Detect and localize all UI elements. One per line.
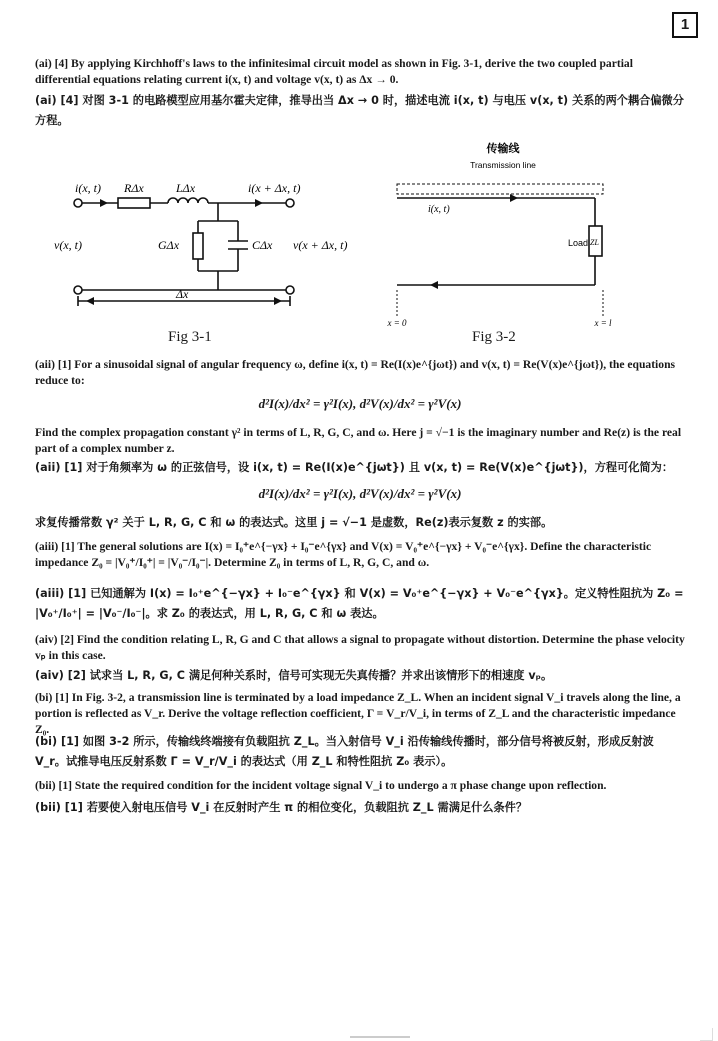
label-i-left: i(x, t) (75, 181, 101, 195)
transmission-line-figure (385, 140, 625, 330)
current-arrow-right (255, 199, 263, 207)
reflected-wave-arrow (430, 281, 438, 289)
label-v-left: v(x, t) (54, 238, 82, 252)
label-delta-x: Δx (176, 287, 189, 301)
label-x0: x = 0 (387, 318, 407, 328)
fig-3-1-caption: Fig 3-1 (168, 329, 212, 345)
question-ai-en: (ai) [4] By applying Kirchhoff's laws to the infinitesimal circuit model as shown in Fig. 3-1, derive the two coupled partial differential equations relating current i(x, t) and voltage v(x, t) as Δx → 0. (35, 57, 633, 86)
page-number: 1 (672, 12, 698, 38)
fig-3-2-title-zh: 传输线 (486, 142, 520, 155)
question-aii-zh: (aii) [1] 对于角频率为 ω 的正弦信号，设 i(x, t) = Re(I(x)e^{jωt}) 且 v(x, t) = Re(V(x)e^{jωt})，方程可化简为： (35, 461, 674, 474)
incident-wave-arrow (510, 194, 518, 202)
fig-3-2-caption: Fig 3-2 (472, 329, 516, 345)
current-arrow-left (100, 199, 108, 207)
question-aiv-zh: (aiv) [2] 试求当 L, R, G, C 满足何种关系时，信号可实现无失真传播？并求出该情形下的相速度 vₚ。 (35, 669, 553, 682)
question-bii-en: (bii) [1] State the required condition for the incident voltage signal V_i to undergo a π phase change upon reflection. (35, 779, 607, 792)
page-corner (700, 1028, 713, 1041)
question-aiii-en: (aiii) [1] The general solutions are I(x) = I₀⁺e^{−γx} + I₀⁻e^{γx} and V(x) = V₀⁺e^{−γx} + V₀⁻e^{γx}. Define the characteristic impedance Z₀ = |V₀⁺/I₀⁺| = |V₀⁻/I₀⁻|. Determine Z₀ in terms of L, R, G, C, and ω. (35, 540, 652, 569)
question-ai-zh: (ai) [4] 对图 3-1 的电路模型应用基尔霍夫定律，推导出当 Δx → 0 时，描述电流 i(x, t) 与电压 v(x, t) 关系的两个耦合偏微分方程。 (35, 94, 684, 127)
label-i-right: i(x + Δx, t) (248, 181, 301, 195)
label-conductance: GΔx (158, 238, 180, 252)
label-i-xt: i(x, t) (428, 204, 450, 215)
question-aiii-zh: (aiii) [1] 已知通解为 I(x) = I₀⁺e^{−γx} + I₀⁻e^{γx} 和 V(x) = V₀⁺e^{−γx} + V₀⁻e^{γx}。定义特性阻抗为 Z₀ = |V₀⁺/I₀⁺| = |V₀⁻/I₀⁻|。求 Z₀ 的表达式，用 L, R, G, C 和 ω 表达。 (35, 587, 684, 620)
question-aii-en-2: Find the complex propagation constant γ² in terms of L, R, G, C, and ω. Here j = √−1 is the imaginary number and Re(z) is the real part of a complex number z. (35, 426, 682, 455)
equation-aii: d²I(x)/dx² = γ²I(x), d²V(x)/dx² = γ²V(x) (258, 396, 462, 411)
question-aiv-en: (aiv) [2] Find the condition relating L, R, G and C that allows a signal to propagate without distortion. Determine the phase velocity vₚ in this case. (35, 633, 685, 662)
label-inductor: LΔx (176, 181, 196, 195)
label-xl: x = l (594, 318, 612, 328)
label-zl: ZL (590, 238, 599, 247)
question-bi-en: (bi) [1] In Fig. 3-2, a transmission line is terminated by a load impedance Z_L. When an incident signal V_i travels along the line, a portion is reflected as V_r. Derive the voltage reflection coefficient, Γ = V_r/V_i, in terms of Z_L and the characteristic impedance Z₀. (35, 691, 681, 736)
circuit-model-figure (50, 175, 380, 310)
label-v-right: v(x + Δx, t) (293, 238, 348, 252)
label-resistor: RΔx (124, 181, 144, 195)
question-aii-en: (aii) [1] For a sinusoidal signal of angular frequency ω, define i(x, t) = Re(I(x)e^{jωt}) and v(x, t) = Re(V(x)e^{jωt}), the equations reduce to: (35, 358, 676, 387)
label-capacitor: CΔx (252, 238, 273, 252)
scroll-indicator (350, 1036, 410, 1038)
label-load: Load (568, 238, 589, 248)
equation-aii-zh: d²I(x)/dx² = γ²I(x), d²V(x)/dx² = γ²V(x) (258, 486, 462, 501)
question-bii-zh: (bii) [1] 若要使入射电压信号 V_i 在反射时产生 π 的相位变化，负载阻抗 Z_L 需满足什么条件？ (35, 801, 528, 814)
question-aii-zh-2: 求复传播常数 γ² 关于 L, R, G, C 和 ω 的表达式。这里 j = √−1 是虚数，Re(z)表示复数 z 的实部。 (35, 516, 553, 529)
fig-3-2-title-en: Transmission line (470, 160, 536, 170)
question-bi-zh: (bi) [1] 如图 3-2 所示，传输线终端接有负载阻抗 Z_L。当入射信号 V_i 沿传输线传播时，部分信号将被反射，形成反射波 V_r。试推导电压反射系数 Γ = V_r/V_i 的表达式（用 Z_L 和特性阻抗 Z₀ 表示）。 (35, 735, 654, 768)
